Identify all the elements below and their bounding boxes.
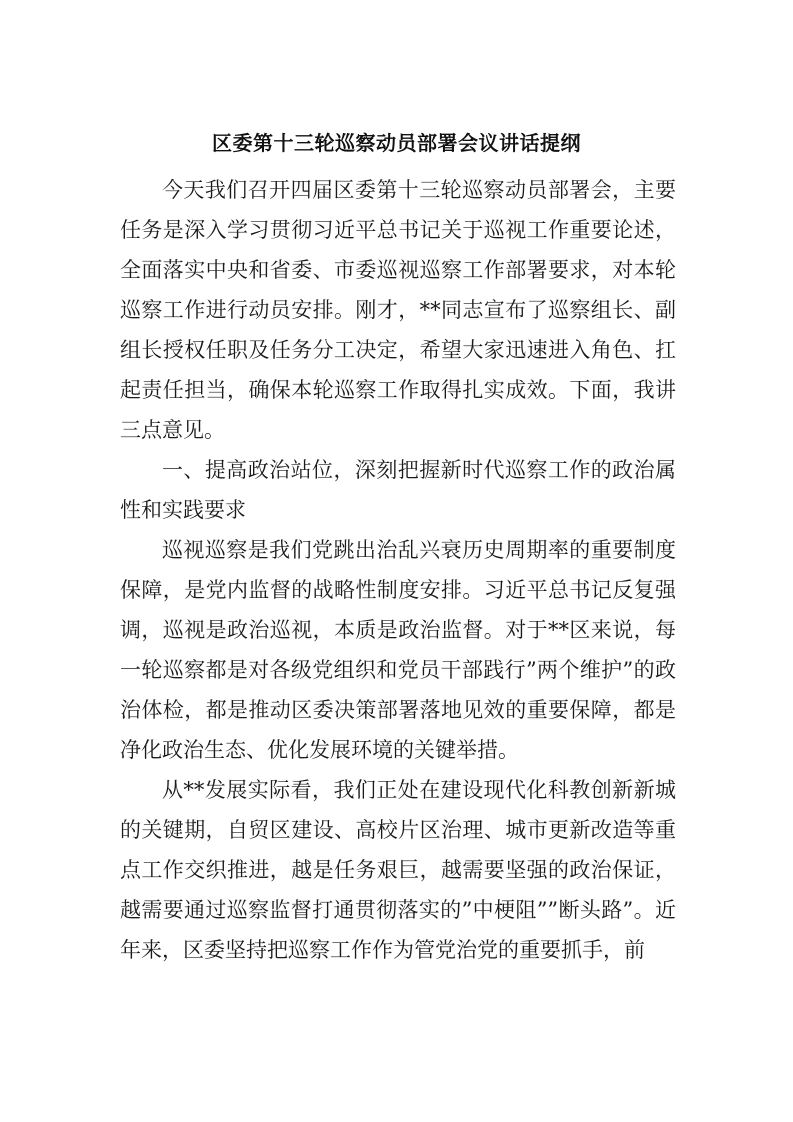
document-body xyxy=(120,170,676,970)
section-heading-1: 一、提高政治站位，深刻把握新时代巡察工作的政治属性和实践要求 xyxy=(120,458,676,522)
paragraph-section-1-a: 巡视巡察是我们党跳出治乱兴衰历史周期率的重要制度保障，是党内监督的战略性制度安排。习近平总书记反复强调，巡视是政治巡视，本质是政治监督。对于**区来说，每一轮巡察都是对各级党组织和党员干部践行”两个维护”的政治体检，都是推动区委决策部署落地见效的重要保障，都是净化政治生态、优化发展环境的关键举措。 xyxy=(120,538,676,762)
paragraph-section-1-b: 从**发展实际看，我们正处在建设现代化科教创新新城的关键期，自贸区建设、高校片区治理、城市更新改造等重点工作交织推进，越是任务艰巨，越需要坚强的政治保证，越需要通过巡察监督打通贯彻落实的”中梗阻””断头路”。近年来，区委坚持把巡察工作作为管党治党的重要抓手，前 xyxy=(120,778,676,962)
paragraph-intro: 今天我们召开四届区委第十三轮巡察动员部署会，主要任务是深入学习贯彻习近平总书记关于巡视工作重要论述，全面落实中央和省委、市委巡视巡察工作部署要求，对本轮巡察工作进行动员安排。刚才，**同志宣布了巡察组长、副组长授权任职及任务分工决定，希望大家迅速进入角色、扛起责任担当，确保本轮巡察工作取得扎实成效。下面，我讲三点意见。 xyxy=(120,178,676,442)
document-title: 区委第十三轮巡察动员部署会议讲话提纲 xyxy=(212,131,581,155)
